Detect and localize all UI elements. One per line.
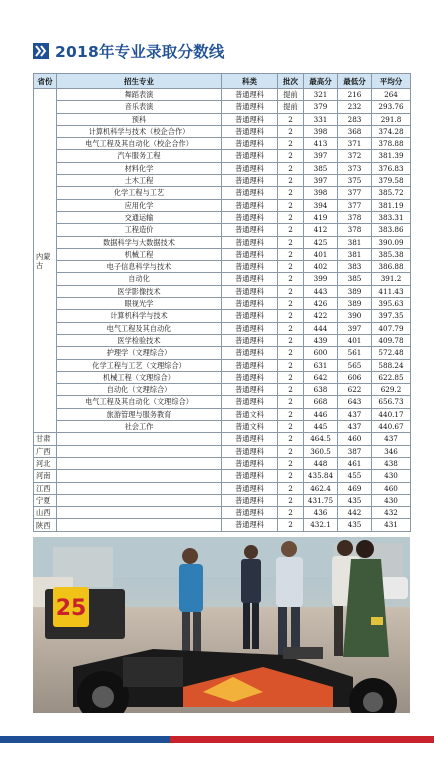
avg-score-cell: 572.48 <box>372 347 411 359</box>
batch-cell: 2 <box>278 445 304 457</box>
max-score-cell: 401 <box>304 248 338 260</box>
max-score-cell: 439 <box>304 334 338 346</box>
avg-score-cell: 385.38 <box>372 248 411 260</box>
category-cell: 普通理科 <box>222 138 278 150</box>
category-cell: 普通理科 <box>222 519 278 531</box>
table-row <box>34 408 411 420</box>
photo-illustration <box>33 537 410 713</box>
avg-score-cell: 407.79 <box>372 322 411 334</box>
table-header-row <box>34 74 411 89</box>
max-score-cell: 600 <box>304 347 338 359</box>
avg-score-cell: 385.72 <box>372 187 411 199</box>
table-row <box>34 236 411 248</box>
avg-score-cell: 440.17 <box>372 408 411 420</box>
min-score-cell: 401 <box>338 334 372 346</box>
header-category: 科类 <box>222 74 278 89</box>
max-score-cell: 402 <box>304 261 338 273</box>
max-score-cell: 425 <box>304 236 338 248</box>
table-row <box>34 433 411 445</box>
batch-cell: 2 <box>278 507 304 519</box>
min-score-cell: 442 <box>338 507 372 519</box>
category-cell: 普通理科 <box>222 359 278 371</box>
min-score-cell: 387 <box>338 445 372 457</box>
min-score-cell: 397 <box>338 322 372 334</box>
footer-stripe-blue <box>0 736 170 743</box>
batch-cell: 2 <box>278 261 304 273</box>
score-table <box>33 73 410 532</box>
table-row <box>34 507 411 519</box>
max-score-cell: 668 <box>304 396 338 408</box>
avg-score-cell: 409.78 <box>372 334 411 346</box>
avg-score-cell: 346 <box>372 445 411 457</box>
major-cell: 化学工程与工艺（文理综合） <box>57 359 222 371</box>
category-cell: 普通理科 <box>222 371 278 383</box>
section-title <box>33 38 225 64</box>
category-cell: 普通理科 <box>222 482 278 494</box>
table-row <box>34 224 411 236</box>
major-cell: 护理学（文理综合） <box>57 347 222 359</box>
min-score-cell: 469 <box>338 482 372 494</box>
table-row <box>34 457 411 469</box>
table-row <box>34 371 411 383</box>
table-row <box>34 421 411 433</box>
max-score-cell: 642 <box>304 371 338 383</box>
major-cell: 土木工程 <box>57 175 222 187</box>
avg-score-cell: 381.39 <box>372 150 411 162</box>
table-row <box>34 113 411 125</box>
category-cell: 普通理科 <box>222 347 278 359</box>
table-row <box>34 322 411 334</box>
batch-cell: 2 <box>278 408 304 420</box>
max-score-cell: 397 <box>304 150 338 162</box>
table-row <box>34 396 411 408</box>
batch-cell: 2 <box>278 347 304 359</box>
avg-score-cell: 437 <box>372 433 411 445</box>
max-score-cell: 379 <box>304 101 338 113</box>
avg-score-cell: 264 <box>372 89 411 101</box>
header-batch: 批次 <box>278 74 304 89</box>
batch-cell: 2 <box>278 519 304 531</box>
batch-cell: 2 <box>278 359 304 371</box>
batch-cell: 2 <box>278 199 304 211</box>
province-cell: 广西 <box>34 445 57 457</box>
table-row <box>34 248 411 260</box>
province-cell: 陕西 <box>34 519 57 531</box>
major-cell: 机械工程（文理综合） <box>57 371 222 383</box>
category-cell: 普通理科 <box>222 175 278 187</box>
major-cell: 应用化学 <box>57 199 222 211</box>
batch-cell: 2 <box>278 494 304 506</box>
major-cell: 医学影像技术 <box>57 285 222 297</box>
avg-score-cell: 381.19 <box>372 199 411 211</box>
major-cell <box>57 482 222 494</box>
avg-score-cell: 432 <box>372 507 411 519</box>
batch-cell: 2 <box>278 285 304 297</box>
batch-cell: 2 <box>278 334 304 346</box>
avg-score-cell: 622.85 <box>372 371 411 383</box>
category-cell: 普通理科 <box>222 224 278 236</box>
major-cell: 计算机科学与技术（校企合作） <box>57 125 222 137</box>
major-cell: 数据科学与大数据技术 <box>57 236 222 248</box>
avg-score-cell: 656.73 <box>372 396 411 408</box>
category-cell: 普通理科 <box>222 273 278 285</box>
batch-cell: 2 <box>278 113 304 125</box>
batch-cell: 2 <box>278 457 304 469</box>
category-cell: 普通理科 <box>222 470 278 482</box>
min-score-cell: 216 <box>338 89 372 101</box>
max-score-cell: 360.5 <box>304 445 338 457</box>
avg-score-cell: 395.63 <box>372 298 411 310</box>
min-score-cell: 381 <box>338 236 372 248</box>
batch-cell: 2 <box>278 273 304 285</box>
min-score-cell: 437 <box>338 421 372 433</box>
max-score-cell: 462.4 <box>304 482 338 494</box>
category-cell: 普通文科 <box>222 421 278 433</box>
min-score-cell: 389 <box>338 298 372 310</box>
table-row <box>34 150 411 162</box>
max-score-cell: 399 <box>304 273 338 285</box>
major-cell <box>57 457 222 469</box>
max-score-cell: 435.84 <box>304 470 338 482</box>
min-score-cell: 385 <box>338 273 372 285</box>
category-cell: 普通理科 <box>222 384 278 396</box>
min-score-cell: 561 <box>338 347 372 359</box>
major-cell: 电气工程及其自动化 <box>57 322 222 334</box>
table-row <box>34 519 411 531</box>
avg-score-cell: 383.86 <box>372 224 411 236</box>
category-cell: 普通理科 <box>222 162 278 174</box>
min-score-cell: 622 <box>338 384 372 396</box>
table-row <box>34 211 411 223</box>
batch-cell: 2 <box>278 138 304 150</box>
avg-score-cell: 460 <box>372 482 411 494</box>
major-cell: 材料化学 <box>57 162 222 174</box>
table-row <box>34 261 411 273</box>
category-cell: 普通理科 <box>222 433 278 445</box>
category-cell: 普通理科 <box>222 89 278 101</box>
major-cell <box>57 494 222 506</box>
major-cell: 化学工程与工艺 <box>57 187 222 199</box>
min-score-cell: 375 <box>338 175 372 187</box>
major-cell: 音乐表演 <box>57 101 222 113</box>
table-row <box>34 445 411 457</box>
major-cell: 医学检验技术 <box>57 334 222 346</box>
table-row <box>34 310 411 322</box>
major-cell: 机械工程 <box>57 248 222 260</box>
major-cell: 旅游管理与服务教育 <box>57 408 222 420</box>
min-score-cell: 435 <box>338 519 372 531</box>
max-score-cell: 631 <box>304 359 338 371</box>
category-cell: 普通理科 <box>222 248 278 260</box>
max-score-cell: 394 <box>304 199 338 211</box>
province-cell: 宁夏 <box>34 494 57 506</box>
table-row <box>34 285 411 297</box>
min-score-cell: 437 <box>338 408 372 420</box>
avg-score-cell: 438 <box>372 457 411 469</box>
avg-score-cell: 629.2 <box>372 384 411 396</box>
max-score-cell: 385 <box>304 162 338 174</box>
table-row <box>34 298 411 310</box>
min-score-cell: 378 <box>338 224 372 236</box>
min-score-cell: 368 <box>338 125 372 137</box>
category-cell: 普通理科 <box>222 334 278 346</box>
major-cell <box>57 470 222 482</box>
max-score-cell: 422 <box>304 310 338 322</box>
min-score-cell: 232 <box>338 101 372 113</box>
max-score-cell: 397 <box>304 175 338 187</box>
batch-cell: 2 <box>278 125 304 137</box>
header-min: 最低分 <box>338 74 372 89</box>
max-score-cell: 331 <box>304 113 338 125</box>
batch-cell: 2 <box>278 470 304 482</box>
category-cell: 普通文科 <box>222 408 278 420</box>
min-score-cell: 378 <box>338 211 372 223</box>
min-score-cell: 377 <box>338 187 372 199</box>
major-cell: 眼视光学 <box>57 298 222 310</box>
min-score-cell: 381 <box>338 248 372 260</box>
min-score-cell: 390 <box>338 310 372 322</box>
category-cell: 普通理科 <box>222 507 278 519</box>
category-cell: 普通理科 <box>222 125 278 137</box>
max-score-cell: 444 <box>304 322 338 334</box>
batch-cell: 2 <box>278 396 304 408</box>
batch-cell: 2 <box>278 162 304 174</box>
major-cell: 计算机科学与技术 <box>57 310 222 322</box>
category-cell: 普通理科 <box>222 101 278 113</box>
max-score-cell: 464.5 <box>304 433 338 445</box>
max-score-cell: 398 <box>304 125 338 137</box>
category-cell: 普通理科 <box>222 322 278 334</box>
header-province: 省份 <box>34 74 57 89</box>
category-cell: 普通理科 <box>222 494 278 506</box>
min-score-cell: 377 <box>338 199 372 211</box>
major-cell <box>57 507 222 519</box>
min-score-cell: 372 <box>338 150 372 162</box>
major-cell: 社会工作 <box>57 421 222 433</box>
max-score-cell: 419 <box>304 211 338 223</box>
car-number: 25 <box>55 596 87 621</box>
batch-cell: 2 <box>278 298 304 310</box>
max-score-cell: 436 <box>304 507 338 519</box>
max-score-cell: 443 <box>304 285 338 297</box>
page-title: 2018年专业录取分数线 <box>55 43 225 61</box>
table-row <box>34 175 411 187</box>
table-row <box>34 273 411 285</box>
avg-score-cell: 379.58 <box>372 175 411 187</box>
avg-score-cell: 440.67 <box>372 421 411 433</box>
avg-score-cell: 291.8 <box>372 113 411 125</box>
max-score-cell: 413 <box>304 138 338 150</box>
max-score-cell: 432.1 <box>304 519 338 531</box>
avg-score-cell: 431 <box>372 519 411 531</box>
batch-cell: 2 <box>278 175 304 187</box>
min-score-cell: 383 <box>338 261 372 273</box>
province-cell: 河南 <box>34 470 57 482</box>
major-cell: 自动化（文理综合） <box>57 384 222 396</box>
table-row <box>34 494 411 506</box>
batch-cell: 2 <box>278 224 304 236</box>
batch-cell: 2 <box>278 150 304 162</box>
batch-cell: 2 <box>278 322 304 334</box>
table-row <box>34 199 411 211</box>
double-chevron-icon <box>33 43 49 59</box>
min-score-cell: 643 <box>338 396 372 408</box>
header-max: 最高分 <box>304 74 338 89</box>
major-cell <box>57 519 222 531</box>
header-avg: 平均分 <box>372 74 411 89</box>
max-score-cell: 445 <box>304 421 338 433</box>
table-row <box>34 334 411 346</box>
min-score-cell: 435 <box>338 494 372 506</box>
min-score-cell: 283 <box>338 113 372 125</box>
min-score-cell: 389 <box>338 285 372 297</box>
avg-score-cell: 383.31 <box>372 211 411 223</box>
batch-cell: 2 <box>278 433 304 445</box>
avg-score-cell: 376.83 <box>372 162 411 174</box>
category-cell: 普通理科 <box>222 211 278 223</box>
avg-score-cell: 588.24 <box>372 359 411 371</box>
category-cell: 普通理科 <box>222 261 278 273</box>
batch-cell: 2 <box>278 371 304 383</box>
avg-score-cell: 374.28 <box>372 125 411 137</box>
batch-cell: 2 <box>278 211 304 223</box>
table-row <box>34 482 411 494</box>
max-score-cell: 448 <box>304 457 338 469</box>
major-cell: 预科 <box>57 113 222 125</box>
avg-score-cell: 378.88 <box>372 138 411 150</box>
major-cell: 电气工程及其自动化（校企合作） <box>57 138 222 150</box>
max-score-cell: 638 <box>304 384 338 396</box>
avg-score-cell: 386.88 <box>372 261 411 273</box>
max-score-cell: 398 <box>304 187 338 199</box>
major-cell: 自动化 <box>57 273 222 285</box>
avg-score-cell: 293.76 <box>372 101 411 113</box>
min-score-cell: 371 <box>338 138 372 150</box>
category-cell: 普通理科 <box>222 310 278 322</box>
table-row <box>34 125 411 137</box>
max-score-cell: 321 <box>304 89 338 101</box>
min-score-cell: 606 <box>338 371 372 383</box>
batch-cell: 提前 <box>278 89 304 101</box>
header-major: 招生专业 <box>57 74 222 89</box>
min-score-cell: 455 <box>338 470 372 482</box>
province-cell: 河北 <box>34 457 57 469</box>
table-row <box>34 347 411 359</box>
major-cell: 工程造价 <box>57 224 222 236</box>
category-cell: 普通理科 <box>222 187 278 199</box>
province-cell: 山西 <box>34 507 57 519</box>
min-score-cell: 461 <box>338 457 372 469</box>
batch-cell: 2 <box>278 187 304 199</box>
table-row <box>34 384 411 396</box>
category-cell: 普通理科 <box>222 285 278 297</box>
category-cell: 普通理科 <box>222 236 278 248</box>
max-score-cell: 412 <box>304 224 338 236</box>
major-cell: 交通运输 <box>57 211 222 223</box>
avg-score-cell: 390.09 <box>372 236 411 248</box>
avg-score-cell: 397.35 <box>372 310 411 322</box>
table-row <box>34 101 411 113</box>
batch-cell: 2 <box>278 384 304 396</box>
major-cell <box>57 445 222 457</box>
major-cell: 电气工程及其自动化（文理综合） <box>57 396 222 408</box>
batch-cell: 2 <box>278 248 304 260</box>
avg-score-cell: 411.43 <box>372 285 411 297</box>
category-cell: 普通理科 <box>222 445 278 457</box>
batch-cell: 2 <box>278 310 304 322</box>
category-cell: 普通理科 <box>222 298 278 310</box>
batch-cell: 提前 <box>278 101 304 113</box>
category-cell: 普通理科 <box>222 396 278 408</box>
category-cell: 普通理科 <box>222 199 278 211</box>
table-row <box>34 359 411 371</box>
province-cell: 内蒙古 <box>34 89 57 433</box>
category-cell: 普通理科 <box>222 150 278 162</box>
table-row <box>34 89 411 101</box>
min-score-cell: 373 <box>338 162 372 174</box>
table-row <box>34 138 411 150</box>
avg-score-cell: 430 <box>372 494 411 506</box>
table-row <box>34 187 411 199</box>
major-cell: 电子信息科学与技术 <box>57 261 222 273</box>
table-row <box>34 470 411 482</box>
max-score-cell: 426 <box>304 298 338 310</box>
batch-cell: 2 <box>278 421 304 433</box>
max-score-cell: 431.75 <box>304 494 338 506</box>
min-score-cell: 460 <box>338 433 372 445</box>
major-cell: 舞蹈表演 <box>57 89 222 101</box>
min-score-cell: 565 <box>338 359 372 371</box>
table-row <box>34 162 411 174</box>
province-cell: 甘肃 <box>34 433 57 445</box>
category-cell: 普通理科 <box>222 457 278 469</box>
major-cell: 汽车服务工程 <box>57 150 222 162</box>
major-cell <box>57 433 222 445</box>
batch-cell: 2 <box>278 236 304 248</box>
category-cell: 普通理科 <box>222 113 278 125</box>
province-cell: 江西 <box>34 482 57 494</box>
batch-cell: 2 <box>278 482 304 494</box>
avg-score-cell: 391.2 <box>372 273 411 285</box>
event-photo <box>33 537 410 713</box>
max-score-cell: 446 <box>304 408 338 420</box>
avg-score-cell: 430 <box>372 470 411 482</box>
